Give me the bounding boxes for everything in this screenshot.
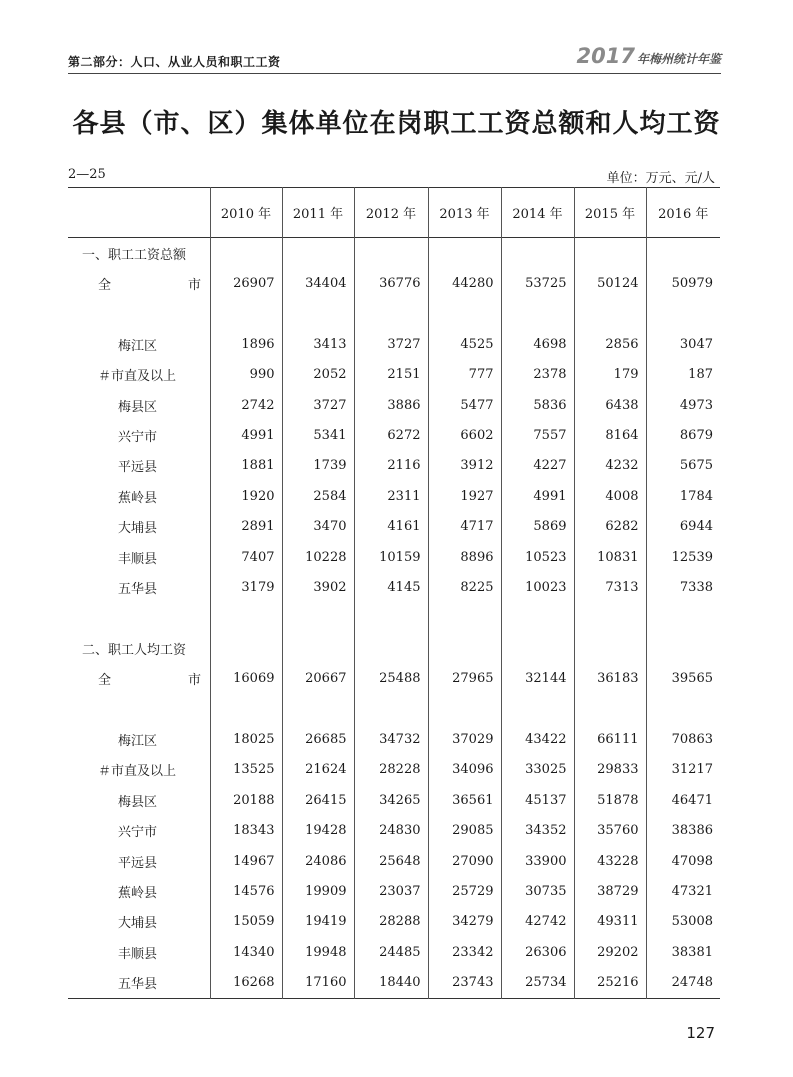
row-value: 26306 [501, 937, 574, 967]
section-title-row [68, 238, 720, 269]
row-value: 29833 [574, 755, 646, 785]
row-value: 3727 [354, 329, 428, 359]
row-value: 27090 [428, 846, 501, 876]
row-value: 31217 [646, 755, 720, 785]
row-value: 7407 [210, 542, 282, 572]
row-label: 丰顺县 [118, 551, 158, 567]
total-value: 53725 [501, 268, 574, 298]
total-value: 36776 [354, 268, 428, 298]
table-row [68, 846, 720, 876]
yearbook-name: 年梅州统计年鉴 [636, 52, 721, 66]
row-value: 2742 [210, 390, 282, 420]
wage-table-container [68, 187, 720, 999]
row-value: 19428 [282, 815, 354, 845]
row-value: 34732 [354, 724, 428, 754]
row-value: 12539 [646, 542, 720, 572]
row-value: 36561 [428, 785, 501, 815]
row-value: 8679 [646, 420, 720, 450]
row-value: 51878 [574, 785, 646, 815]
row-value: 4698 [501, 329, 574, 359]
row-value: 14576 [210, 876, 282, 906]
row-value: 34265 [354, 785, 428, 815]
row-value: 4973 [646, 390, 720, 420]
row-value: 2891 [210, 512, 282, 542]
row-value: 179 [574, 360, 646, 390]
page-title: 各县（市、区）集体单位在岗职工工资总额和人均工资 [72, 109, 721, 139]
total-label-char: 全 [98, 673, 112, 689]
header-divider [68, 73, 721, 74]
total-value: 34404 [282, 268, 354, 298]
row-value: 2378 [501, 360, 574, 390]
row-value: 5477 [428, 390, 501, 420]
row-value: 3047 [646, 329, 720, 359]
empty-cell [428, 299, 501, 329]
row-value: 18025 [210, 724, 282, 754]
empty-cell [210, 238, 282, 269]
header-blank [68, 188, 210, 238]
row-label: 平远县 [118, 855, 158, 871]
total-value: 36183 [574, 663, 646, 693]
empty-cell [354, 694, 428, 724]
empty-cell [210, 633, 282, 663]
col-header: 2013 年 [428, 188, 501, 238]
row-value: 990 [210, 360, 282, 390]
empty-cell [210, 694, 282, 724]
row-value: 47321 [646, 876, 720, 906]
row-label: 平远县 [118, 460, 158, 476]
total-value: 39565 [646, 663, 720, 693]
row-value: 3179 [210, 572, 282, 602]
total-value: 16069 [210, 663, 282, 693]
row-value: 4991 [501, 481, 574, 511]
row-value: 26685 [282, 724, 354, 754]
table-row [68, 967, 720, 998]
col-header: 2014 年 [501, 188, 574, 238]
row-value: 7338 [646, 572, 720, 602]
row-value: 2311 [354, 481, 428, 511]
row-label: 兴宁市 [118, 430, 158, 446]
row-label: 五华县 [118, 581, 158, 597]
row-label: 梅县区 [118, 399, 158, 415]
row-value: 28288 [354, 907, 428, 937]
row-value: 6438 [574, 390, 646, 420]
row-value: 33900 [501, 846, 574, 876]
row-value: 4717 [428, 512, 501, 542]
row-value: 42742 [501, 907, 574, 937]
table-row [68, 512, 720, 542]
row-value: 2856 [574, 329, 646, 359]
empty-cell [354, 603, 428, 633]
empty-cell [282, 603, 354, 633]
row-value: 28228 [354, 755, 428, 785]
row-value: 1739 [282, 451, 354, 481]
row-value: 19948 [282, 937, 354, 967]
row-value: 3727 [282, 390, 354, 420]
total-row [68, 268, 720, 298]
empty-cell [68, 603, 210, 633]
row-value: 33025 [501, 755, 574, 785]
empty-cell [68, 694, 210, 724]
row-value: 37029 [428, 724, 501, 754]
row-value: 38386 [646, 815, 720, 845]
section-title: 一、职工工资总额 [82, 247, 187, 263]
row-value: 46471 [646, 785, 720, 815]
table-row [68, 360, 720, 390]
row-value: 10831 [574, 542, 646, 572]
col-header: 2015 年 [574, 188, 646, 238]
table-row [68, 572, 720, 602]
row-value: 24830 [354, 815, 428, 845]
row-value: 34352 [501, 815, 574, 845]
row-label: 蕉岭县 [118, 490, 158, 506]
row-value: 5869 [501, 512, 574, 542]
row-label: 大埔县 [118, 521, 158, 537]
col-header: 2012 年 [354, 188, 428, 238]
table-row [68, 755, 720, 785]
table-row [68, 876, 720, 906]
row-value: 4232 [574, 451, 646, 481]
row-value: 34279 [428, 907, 501, 937]
empty-cell [428, 603, 501, 633]
total-value: 32144 [501, 663, 574, 693]
row-value: 7313 [574, 572, 646, 602]
table-row [68, 907, 720, 937]
row-value: 25734 [501, 967, 574, 998]
row-value: 19419 [282, 907, 354, 937]
row-value: 7557 [501, 420, 574, 450]
empty-cell [354, 238, 428, 269]
row-label: 梅县区 [118, 794, 158, 810]
row-value: 2116 [354, 451, 428, 481]
row-value: 2052 [282, 360, 354, 390]
spacer-row [68, 694, 720, 724]
row-value: 18440 [354, 967, 428, 998]
empty-cell [574, 694, 646, 724]
row-value: 38381 [646, 937, 720, 967]
table-row [68, 390, 720, 420]
empty-cell [574, 603, 646, 633]
unit-label: 单位：万元、元/人 [606, 171, 715, 186]
total-label [68, 663, 210, 693]
row-value: 24086 [282, 846, 354, 876]
header-row [68, 188, 720, 238]
row-value: 25216 [574, 967, 646, 998]
row-value: 5836 [501, 390, 574, 420]
row-value: 29085 [428, 815, 501, 845]
row-label: 梅江区 [118, 733, 158, 749]
table-row [68, 785, 720, 815]
row-value: 25648 [354, 846, 428, 876]
empty-cell [354, 633, 428, 663]
total-value: 26907 [210, 268, 282, 298]
section-title: 二、职工人均工资 [82, 642, 187, 658]
col-header: 2011 年 [282, 188, 354, 238]
row-value: 2151 [354, 360, 428, 390]
row-value: 24485 [354, 937, 428, 967]
row-value: 43228 [574, 846, 646, 876]
row-value: 20188 [210, 785, 282, 815]
row-value: 1784 [646, 481, 720, 511]
empty-cell [574, 299, 646, 329]
col-header: 2016 年 [646, 188, 720, 238]
row-value: 23037 [354, 876, 428, 906]
empty-cell [646, 694, 720, 724]
row-value: 13525 [210, 755, 282, 785]
row-value: 3413 [282, 329, 354, 359]
row-value: 45137 [501, 785, 574, 815]
row-value: 8164 [574, 420, 646, 450]
row-value: 24748 [646, 967, 720, 998]
row-value: 3902 [282, 572, 354, 602]
total-label-char: 市 [188, 673, 202, 689]
total-value: 50124 [574, 268, 646, 298]
empty-cell [282, 238, 354, 269]
row-value: 16268 [210, 967, 282, 998]
total-value: 20667 [282, 663, 354, 693]
table-row [68, 420, 720, 450]
row-value: 29202 [574, 937, 646, 967]
empty-cell [428, 694, 501, 724]
empty-cell [646, 238, 720, 269]
row-value: 34096 [428, 755, 501, 785]
empty-cell [501, 299, 574, 329]
total-value: 50979 [646, 268, 720, 298]
row-label: ＃市直及以上 [98, 764, 177, 780]
row-value: 10023 [501, 572, 574, 602]
row-value: 1881 [210, 451, 282, 481]
empty-cell [428, 633, 501, 663]
row-value: 26415 [282, 785, 354, 815]
empty-cell [282, 694, 354, 724]
row-label: ＃市直及以上 [98, 369, 177, 385]
spacer-row [68, 299, 720, 329]
table-row [68, 542, 720, 572]
row-value: 43422 [501, 724, 574, 754]
row-value: 4008 [574, 481, 646, 511]
empty-cell [282, 299, 354, 329]
empty-cell [210, 299, 282, 329]
row-value: 47098 [646, 846, 720, 876]
wage-table [68, 187, 720, 999]
row-value: 10523 [501, 542, 574, 572]
empty-cell [68, 299, 210, 329]
row-value: 6272 [354, 420, 428, 450]
empty-cell [501, 633, 574, 663]
row-value: 21624 [282, 755, 354, 785]
row-label: 兴宁市 [118, 825, 158, 841]
row-value: 25729 [428, 876, 501, 906]
row-value: 187 [646, 360, 720, 390]
total-label-char: 全 [98, 278, 112, 294]
row-value: 3470 [282, 512, 354, 542]
empty-cell [574, 238, 646, 269]
row-value: 6282 [574, 512, 646, 542]
row-value: 3912 [428, 451, 501, 481]
row-label: 大埔县 [118, 916, 158, 932]
total-value: 27965 [428, 663, 501, 693]
row-value: 10159 [354, 542, 428, 572]
row-value: 1896 [210, 329, 282, 359]
running-header-section: 第二部分：人口、从业人员和职工工资 [68, 55, 281, 69]
total-label-char: 市 [188, 278, 202, 294]
row-value: 15059 [210, 907, 282, 937]
total-value: 44280 [428, 268, 501, 298]
row-value: 30735 [501, 876, 574, 906]
row-value: 4227 [501, 451, 574, 481]
row-value: 6602 [428, 420, 501, 450]
table-code: 2—25 [68, 167, 106, 182]
total-label [68, 268, 210, 298]
row-value: 1927 [428, 481, 501, 511]
table-row [68, 329, 720, 359]
total-value: 25488 [354, 663, 428, 693]
row-label: 梅江区 [118, 338, 158, 354]
table-row [68, 815, 720, 845]
row-label: 蕉岭县 [118, 885, 158, 901]
row-value: 4991 [210, 420, 282, 450]
spacer-row [68, 603, 720, 633]
row-value: 53008 [646, 907, 720, 937]
empty-cell [501, 694, 574, 724]
row-value: 777 [428, 360, 501, 390]
row-value: 1920 [210, 481, 282, 511]
table-row [68, 481, 720, 511]
table-row [68, 937, 720, 967]
empty-cell [646, 633, 720, 663]
row-value: 70863 [646, 724, 720, 754]
row-value: 3886 [354, 390, 428, 420]
page-number: 127 [686, 1024, 715, 1042]
row-value: 2584 [282, 481, 354, 511]
row-value: 14967 [210, 846, 282, 876]
empty-cell [354, 299, 428, 329]
row-value: 4525 [428, 329, 501, 359]
table-body [68, 238, 720, 999]
row-value: 4161 [354, 512, 428, 542]
row-label: 丰顺县 [118, 946, 158, 962]
row-value: 49311 [574, 907, 646, 937]
empty-cell [282, 633, 354, 663]
table-row [68, 451, 720, 481]
empty-cell [501, 238, 574, 269]
empty-cell [646, 299, 720, 329]
total-row [68, 663, 720, 693]
row-value: 18343 [210, 815, 282, 845]
empty-cell [501, 603, 574, 633]
row-value: 17160 [282, 967, 354, 998]
empty-cell [574, 633, 646, 663]
row-value: 6944 [646, 512, 720, 542]
section-title-row [68, 633, 720, 663]
running-header-yearbook [577, 44, 721, 68]
empty-cell [210, 603, 282, 633]
row-value: 8896 [428, 542, 501, 572]
empty-cell [646, 603, 720, 633]
row-value: 19909 [282, 876, 354, 906]
row-value: 23342 [428, 937, 501, 967]
row-value: 23743 [428, 967, 501, 998]
row-value: 5675 [646, 451, 720, 481]
row-value: 14340 [210, 937, 282, 967]
row-value: 5341 [282, 420, 354, 450]
row-value: 10228 [282, 542, 354, 572]
row-value: 35760 [574, 815, 646, 845]
empty-cell [428, 238, 501, 269]
row-value: 66111 [574, 724, 646, 754]
row-value: 8225 [428, 572, 501, 602]
row-value: 38729 [574, 876, 646, 906]
table-row [68, 724, 720, 754]
yearbook-year: 2017 [576, 44, 635, 68]
row-value: 4145 [354, 572, 428, 602]
row-label: 五华县 [118, 977, 158, 993]
col-header: 2010 年 [210, 188, 282, 238]
